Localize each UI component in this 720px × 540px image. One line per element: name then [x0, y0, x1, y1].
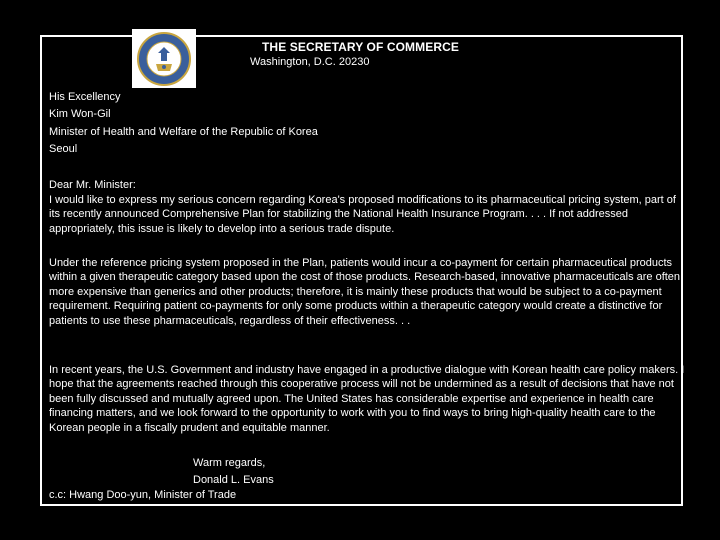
recipient-block [49, 89, 318, 158]
recipient-name: Kim Won-Gil [49, 108, 111, 121]
salutation: Dear Mr. Minister: [49, 179, 136, 191]
recipient-city: Seoul [49, 142, 78, 155]
cc-line: c.c: Hwang Doo-yun, Minister of Trade [49, 489, 237, 501]
seal-graphic [136, 31, 192, 87]
closing-block [193, 455, 274, 489]
body-paragraph-1: I would like to express my serious concern regarding Korea's proposed modifications to its pharmaceutical pricing system, part of its recently announced Comprehensive Plan for stabilizing the National Health Insurance Program. . . . If not addressed appropriately, this issue is likely to develop into a serious trade dispute. [49, 194, 676, 235]
letterhead-title: THE SECRETARY OF COMMERCE [262, 40, 459, 54]
letterhead-address: Washington, D.C. 20230 [250, 56, 370, 68]
body-paragraph-3: In recent years, the U.S. Government and industry have engaged in a productive dialogue with Korean health care policy makers. I hope that the agreements reached through this cooperative process will not be undermined as a result of decisions that have not been fully discussed and mutually agreed upon. The United States has considerable expertise and experience in health care financing matters, and we look forward to the opportunity to work with you to find ways to bring high-quality health care to the Korean people in a fiscally prudent and equitable manner. [49, 364, 685, 434]
valediction: Warm regards, [193, 457, 266, 469]
body-paragraph-2: Under the reference pricing system proposed in the Plan, patients would incur a co-payment for certain pharmaceutical products within a given therapeutic category based upon the cost of those products. Research-based, innovative pharmaceuticals are often more expensive than generics and other products; therefore, it is mainly these products that would be subject to a co-payment requirement. Requiring patient co-payments for only some products within a therapeutic category would create a distinctive for patients to use these pharmaceuticals, regardless of their effectiveness. . . [49, 257, 681, 327]
recipient-salutation-title: His Excellency [49, 91, 121, 103]
recipient-position: Minister of Health and Welfare of the Republic of Korea [49, 125, 318, 138]
signer-name: Donald L. Evans [193, 474, 274, 486]
department-seal-icon [132, 29, 196, 88]
